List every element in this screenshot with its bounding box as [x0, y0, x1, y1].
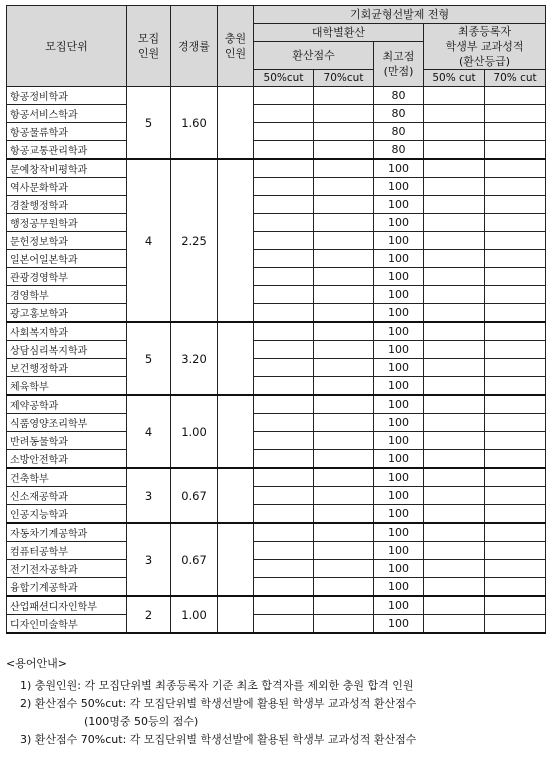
table-row	[7, 123, 546, 141]
table-row	[7, 304, 546, 323]
cut50-cell	[254, 141, 314, 160]
table-row	[7, 286, 546, 304]
cut50-cell	[254, 432, 314, 450]
table-row	[7, 523, 546, 542]
registrant-cut50-cell	[424, 468, 485, 487]
cut70-cell	[314, 159, 374, 178]
cut70-cell	[314, 505, 374, 524]
max-score-cell: 80	[374, 123, 424, 141]
header-additional	[218, 6, 254, 87]
max-score-cell: 100	[374, 377, 424, 396]
cut50-cell	[254, 523, 314, 542]
registrant-cut70-cell	[485, 487, 546, 505]
max-score-cell: 100	[374, 450, 424, 469]
registrant-cut70-cell	[485, 395, 546, 414]
terms-item-2: 2) 환산점수 50%cut: 각 모집단위별 학생선발에 활용된 학생부 교과성적 환산점수	[20, 697, 417, 710]
max-score-cell: 100	[374, 304, 424, 323]
header-final-registrants	[424, 24, 546, 70]
table-row	[7, 178, 546, 196]
recruit-count-cell: 4	[127, 159, 171, 322]
header-univ-conversion: 대학별환산	[254, 24, 424, 42]
registrant-cut50-cell	[424, 286, 485, 304]
registrant-cut70-cell	[485, 414, 546, 432]
cut70-cell	[314, 395, 374, 414]
table-row	[7, 87, 546, 105]
table-row	[7, 505, 546, 524]
recruit-count-cell: 5	[127, 322, 171, 395]
dept-name-cell: 상담심리복지학과	[7, 341, 127, 359]
registrant-cut50-cell	[424, 232, 485, 250]
dept-name-cell: 문예창작비평학과	[7, 159, 127, 178]
terms-item-3: 3) 환산점수 70%cut: 각 모집단위별 학생선발에 활용된 학생부 교과성적 환산점수	[20, 733, 417, 746]
cut70-cell	[314, 487, 374, 505]
max-score-cell: 100	[374, 359, 424, 377]
registrant-cut70-cell	[485, 578, 546, 597]
registrant-cut70-cell	[485, 178, 546, 196]
cut70-cell	[314, 450, 374, 469]
max-score-cell: 100	[374, 232, 424, 250]
registrant-cut50-cell	[424, 560, 485, 578]
registrant-cut70-cell	[485, 505, 546, 524]
registrant-cut50-cell	[424, 432, 485, 450]
registrant-cut50-cell	[424, 250, 485, 268]
max-score-cell: 100	[374, 196, 424, 214]
registrant-cut50-cell	[424, 87, 485, 105]
table-row	[7, 468, 546, 487]
cut50-cell	[254, 468, 314, 487]
registrant-cut70-cell	[485, 214, 546, 232]
header-recruit-label: 모집 인원	[137, 32, 160, 60]
cut70-cell	[314, 377, 374, 396]
registrant-cut70-cell	[485, 523, 546, 542]
cut70-cell	[314, 523, 374, 542]
registrant-cut50-cell	[424, 214, 485, 232]
table-row	[7, 141, 546, 160]
registrant-cut70-cell	[485, 268, 546, 286]
cut70-cell	[314, 232, 374, 250]
cut50-cell	[254, 542, 314, 560]
cut50-cell	[254, 395, 314, 414]
cut50-cell	[254, 505, 314, 524]
cut70-cell	[314, 578, 374, 597]
registrant-cut50-cell	[424, 377, 485, 396]
registrant-cut70-cell	[485, 596, 546, 615]
max-score-cell: 100	[374, 322, 424, 341]
cut50-cell	[254, 377, 314, 396]
cut70-cell	[314, 268, 374, 286]
registrant-cut50-cell	[424, 450, 485, 469]
table-row	[7, 450, 546, 469]
cut70-cell	[314, 141, 374, 160]
competition-rate-cell: 3.20	[171, 322, 218, 395]
dept-name-cell: 디자인미술학부	[7, 615, 127, 634]
registrant-cut50-cell	[424, 123, 485, 141]
header-cut70: 70%cut	[314, 70, 374, 87]
cut70-cell	[314, 341, 374, 359]
dept-name-cell: 융합기계공학과	[7, 578, 127, 597]
max-score-cell: 80	[374, 141, 424, 160]
cut70-cell	[314, 615, 374, 634]
max-score-cell: 100	[374, 468, 424, 487]
max-score-cell: 100	[374, 250, 424, 268]
additional-cell	[218, 159, 254, 322]
table-row	[7, 560, 546, 578]
registrant-cut50-cell	[424, 596, 485, 615]
competition-rate-cell: 0.67	[171, 468, 218, 523]
dept-name-cell: 산업패션디자인학부	[7, 596, 127, 615]
registrant-cut50-cell	[424, 505, 485, 524]
recruit-count-cell: 4	[127, 395, 171, 468]
admission-results-table	[6, 5, 546, 634]
registrant-cut70-cell	[485, 377, 546, 396]
registrant-cut70-cell	[485, 560, 546, 578]
table-body	[7, 87, 546, 634]
cut70-cell	[314, 123, 374, 141]
dept-name-cell: 사회복지학과	[7, 322, 127, 341]
table-row	[7, 395, 546, 414]
header-max-score-label: 최고점 (만점)	[382, 50, 415, 78]
table-row	[7, 214, 546, 232]
table-row	[7, 414, 546, 432]
cut50-cell	[254, 322, 314, 341]
max-score-cell: 100	[374, 159, 424, 178]
cut70-cell	[314, 105, 374, 123]
registrant-cut50-cell	[424, 178, 485, 196]
dept-name-cell: 행정공무원학과	[7, 214, 127, 232]
dept-name-cell: 항공정비학과	[7, 87, 127, 105]
recruit-count-cell: 3	[127, 523, 171, 596]
cut50-cell	[254, 341, 314, 359]
registrant-cut70-cell	[485, 341, 546, 359]
header-rate: 경쟁률	[171, 6, 218, 87]
cut70-cell	[314, 596, 374, 615]
max-score-cell: 100	[374, 214, 424, 232]
max-score-cell: 100	[374, 414, 424, 432]
max-score-cell: 100	[374, 487, 424, 505]
dept-name-cell: 항공교통관리학과	[7, 141, 127, 160]
cut50-cell	[254, 286, 314, 304]
registrant-cut50-cell	[424, 542, 485, 560]
cut70-cell	[314, 87, 374, 105]
dept-name-cell: 체육학부	[7, 377, 127, 396]
max-score-cell: 100	[374, 560, 424, 578]
dept-name-cell: 광고홍보학과	[7, 304, 127, 323]
recruit-count-cell: 3	[127, 468, 171, 523]
header-selection: 기회균형선발제 전형	[254, 6, 546, 24]
registrant-cut50-cell	[424, 268, 485, 286]
cut50-cell	[254, 105, 314, 123]
max-score-cell: 100	[374, 523, 424, 542]
registrant-cut50-cell	[424, 322, 485, 341]
dept-name-cell: 제약공학과	[7, 395, 127, 414]
table-row	[7, 268, 546, 286]
dept-name-cell: 반려동물학과	[7, 432, 127, 450]
cut50-cell	[254, 578, 314, 597]
additional-cell	[218, 322, 254, 395]
registrant-cut50-cell	[424, 359, 485, 377]
header-recruit	[127, 6, 171, 87]
competition-rate-cell: 0.67	[171, 523, 218, 596]
cut50-cell	[254, 414, 314, 432]
registrant-cut50-cell	[424, 414, 485, 432]
cut50-cell	[254, 615, 314, 634]
max-score-cell: 80	[374, 87, 424, 105]
terms-guide-title: <용어안내>	[6, 657, 67, 670]
max-score-cell: 100	[374, 596, 424, 615]
header-unit: 모집단위	[7, 6, 127, 87]
dept-name-cell: 소방안전학과	[7, 450, 127, 469]
cut70-cell	[314, 304, 374, 323]
max-score-cell: 100	[374, 286, 424, 304]
dept-name-cell: 관광경영학부	[7, 268, 127, 286]
registrant-cut50-cell	[424, 487, 485, 505]
terms-item-1: 1) 충원인원: 각 모집단위별 최종등록자 기준 최초 합격자를 제외한 충원 합격 인원	[20, 679, 414, 692]
cut50-cell	[254, 159, 314, 178]
dept-name-cell: 문헌정보학과	[7, 232, 127, 250]
table-row	[7, 377, 546, 396]
cut70-cell	[314, 560, 374, 578]
table-row	[7, 615, 546, 634]
registrant-cut70-cell	[485, 322, 546, 341]
header-cut70-registrants: 70% cut	[485, 70, 546, 87]
registrant-cut70-cell	[485, 286, 546, 304]
dept-name-cell: 항공서비스학과	[7, 105, 127, 123]
registrant-cut50-cell	[424, 105, 485, 123]
header-cut50: 50%cut	[254, 70, 314, 87]
registrant-cut50-cell	[424, 196, 485, 214]
table-row	[7, 359, 546, 377]
dept-name-cell: 전기전자공학과	[7, 560, 127, 578]
dept-name-cell: 건축학부	[7, 468, 127, 487]
cut50-cell	[254, 596, 314, 615]
max-score-cell: 100	[374, 395, 424, 414]
additional-cell	[218, 87, 254, 160]
registrant-cut70-cell	[485, 432, 546, 450]
dept-name-cell: 인공지능학과	[7, 505, 127, 524]
dept-name-cell: 일본어일본학과	[7, 250, 127, 268]
cut50-cell	[254, 87, 314, 105]
table-row	[7, 196, 546, 214]
registrant-cut50-cell	[424, 159, 485, 178]
registrant-cut70-cell	[485, 105, 546, 123]
competition-rate-cell: 1.00	[171, 596, 218, 633]
cut50-cell	[254, 214, 314, 232]
dept-name-cell: 자동차기계공학과	[7, 523, 127, 542]
cut50-cell	[254, 178, 314, 196]
cut70-cell	[314, 196, 374, 214]
max-score-cell: 80	[374, 105, 424, 123]
competition-rate-cell: 1.60	[171, 87, 218, 160]
registrant-cut70-cell	[485, 250, 546, 268]
registrant-cut50-cell	[424, 578, 485, 597]
cut50-cell	[254, 268, 314, 286]
additional-cell	[218, 395, 254, 468]
cut70-cell	[314, 432, 374, 450]
cut50-cell	[254, 560, 314, 578]
dept-name-cell: 컴퓨터공학부	[7, 542, 127, 560]
registrant-cut50-cell	[424, 141, 485, 160]
dept-name-cell: 역사문화학과	[7, 178, 127, 196]
registrant-cut70-cell	[485, 615, 546, 634]
max-score-cell: 100	[374, 341, 424, 359]
max-score-cell: 100	[374, 505, 424, 524]
additional-cell	[218, 596, 254, 633]
competition-rate-cell: 2.25	[171, 159, 218, 322]
max-score-cell: 100	[374, 178, 424, 196]
header-cut50-registrants: 50% cut	[424, 70, 485, 87]
table-row	[7, 578, 546, 597]
table-row	[7, 341, 546, 359]
cut70-cell	[314, 214, 374, 232]
dept-name-cell: 항공물류학과	[7, 123, 127, 141]
header-additional-label: 충원 인원	[224, 32, 247, 60]
table-row	[7, 159, 546, 178]
cut70-cell	[314, 414, 374, 432]
table-row	[7, 105, 546, 123]
cut70-cell	[314, 322, 374, 341]
table-row	[7, 487, 546, 505]
cut50-cell	[254, 359, 314, 377]
header-final-registrants-label: 최종등록자 학생부 교과성적 (환산등급)	[445, 25, 524, 68]
cut70-cell	[314, 250, 374, 268]
cut50-cell	[254, 196, 314, 214]
header-max-score	[374, 42, 424, 87]
registrant-cut70-cell	[485, 159, 546, 178]
table-row	[7, 542, 546, 560]
terms-guide	[6, 655, 546, 749]
cut50-cell	[254, 232, 314, 250]
table-row	[7, 250, 546, 268]
dept-name-cell: 신소재공학과	[7, 487, 127, 505]
table-row	[7, 596, 546, 615]
table-row	[7, 432, 546, 450]
max-score-cell: 100	[374, 542, 424, 560]
cut70-cell	[314, 542, 374, 560]
competition-rate-cell: 1.00	[171, 395, 218, 468]
cut50-cell	[254, 250, 314, 268]
additional-cell	[218, 468, 254, 523]
cut50-cell	[254, 450, 314, 469]
additional-cell	[218, 523, 254, 596]
table-header	[7, 6, 546, 87]
recruit-count-cell: 2	[127, 596, 171, 633]
recruit-count-cell: 5	[127, 87, 171, 160]
table-row	[7, 322, 546, 341]
table-row	[7, 232, 546, 250]
registrant-cut70-cell	[485, 304, 546, 323]
cut50-cell	[254, 304, 314, 323]
registrant-cut50-cell	[424, 304, 485, 323]
registrant-cut70-cell	[485, 196, 546, 214]
registrant-cut50-cell	[424, 395, 485, 414]
max-score-cell: 100	[374, 578, 424, 597]
dept-name-cell: 경찰행정학과	[7, 196, 127, 214]
cut50-cell	[254, 123, 314, 141]
max-score-cell: 100	[374, 615, 424, 634]
cut70-cell	[314, 359, 374, 377]
cut70-cell	[314, 286, 374, 304]
header-converted-score: 환산점수	[254, 42, 374, 70]
cut50-cell	[254, 487, 314, 505]
dept-name-cell: 경영학부	[7, 286, 127, 304]
max-score-cell: 100	[374, 432, 424, 450]
max-score-cell: 100	[374, 268, 424, 286]
registrant-cut70-cell	[485, 450, 546, 469]
registrant-cut50-cell	[424, 341, 485, 359]
cut70-cell	[314, 468, 374, 487]
registrant-cut50-cell	[424, 523, 485, 542]
registrant-cut70-cell	[485, 359, 546, 377]
registrant-cut70-cell	[485, 468, 546, 487]
registrant-cut70-cell	[485, 542, 546, 560]
dept-name-cell: 식품영양조리학부	[7, 414, 127, 432]
terms-item-2-continued: (100명중 50등의 점수)	[84, 715, 199, 728]
registrant-cut70-cell	[485, 87, 546, 105]
dept-name-cell: 보건행정학과	[7, 359, 127, 377]
registrant-cut50-cell	[424, 615, 485, 634]
registrant-cut70-cell	[485, 123, 546, 141]
registrant-cut70-cell	[485, 141, 546, 160]
cut70-cell	[314, 178, 374, 196]
registrant-cut70-cell	[485, 232, 546, 250]
